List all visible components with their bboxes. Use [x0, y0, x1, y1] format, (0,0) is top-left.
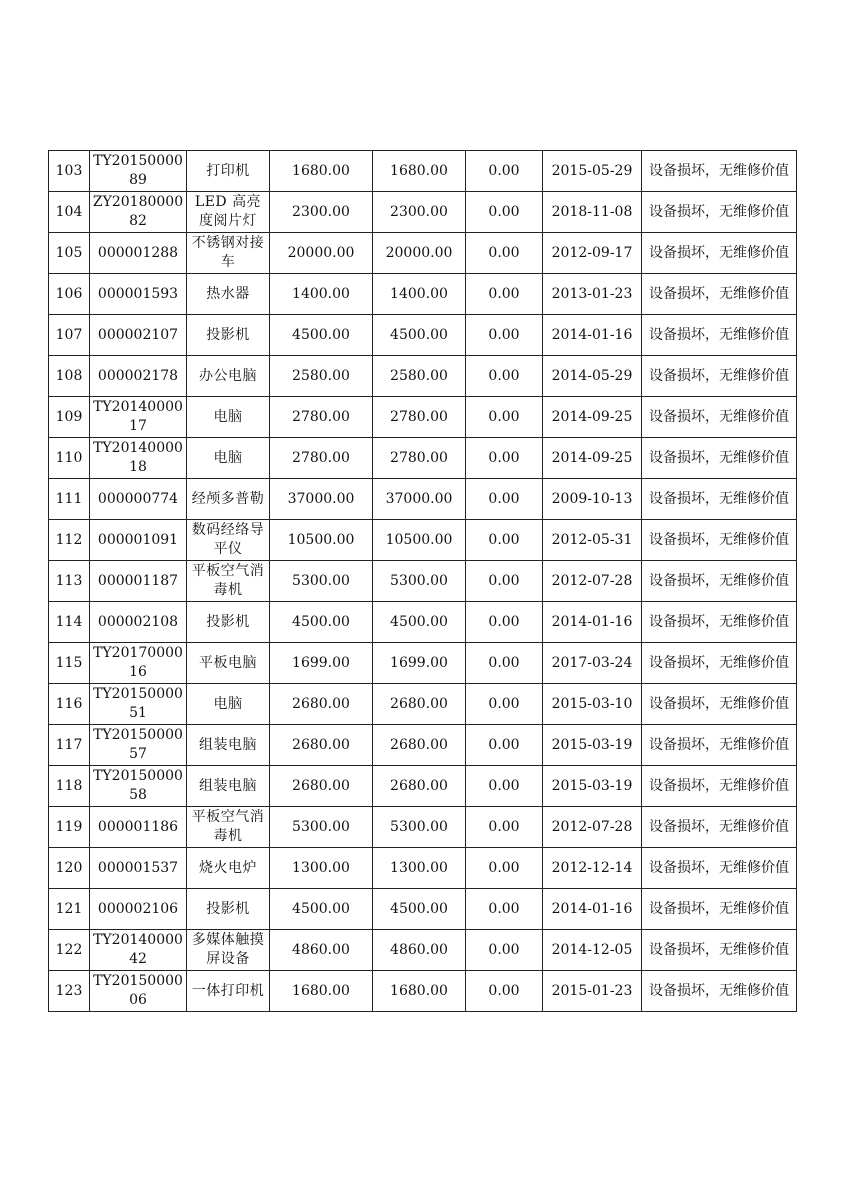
asset-code-cell: 000002106 — [90, 889, 187, 930]
book-value-cell: 10500.00 — [373, 520, 466, 561]
net-value-cell: 0.00 — [466, 274, 543, 315]
table-row — [49, 274, 797, 315]
table-row — [49, 807, 797, 848]
asset-name-cell: 平板空气消毒机 — [187, 561, 270, 602]
acquisition-date-cell: 2015-01-23 — [543, 971, 642, 1012]
acquisition-date-cell: 2012-05-31 — [543, 520, 642, 561]
book-value-cell: 5300.00 — [373, 561, 466, 602]
row-number-cell: 103 — [49, 151, 90, 192]
disposal-reason-cell: 设备损坏，无维修价值 — [642, 684, 797, 725]
book-value-cell: 37000.00 — [373, 479, 466, 520]
row-number-cell: 122 — [49, 930, 90, 971]
book-value-cell: 1400.00 — [373, 274, 466, 315]
net-value-cell: 0.00 — [466, 151, 543, 192]
original-value-cell: 1400.00 — [270, 274, 373, 315]
net-value-cell: 0.00 — [466, 315, 543, 356]
asset-name-cell: 投影机 — [187, 602, 270, 643]
acquisition-date-cell: 2014-12-05 — [543, 930, 642, 971]
row-number-cell: 119 — [49, 807, 90, 848]
asset-name-cell: 经颅多普勒 — [187, 479, 270, 520]
table-row — [49, 520, 797, 561]
net-value-cell: 0.00 — [466, 520, 543, 561]
original-value-cell: 1300.00 — [270, 848, 373, 889]
table-row — [49, 397, 797, 438]
acquisition-date-cell: 2012-07-28 — [543, 807, 642, 848]
asset-code-cell: ZY2018000082 — [90, 192, 187, 233]
row-number-cell: 112 — [49, 520, 90, 561]
original-value-cell: 1680.00 — [270, 971, 373, 1012]
book-value-cell: 5300.00 — [373, 807, 466, 848]
table-row — [49, 315, 797, 356]
book-value-cell: 1300.00 — [373, 848, 466, 889]
net-value-cell: 0.00 — [466, 725, 543, 766]
asset-name-cell: 一体打印机 — [187, 971, 270, 1012]
row-number-cell: 111 — [49, 479, 90, 520]
disposal-reason-cell: 设备损坏，无维修价值 — [642, 151, 797, 192]
acquisition-date-cell: 2017-03-24 — [543, 643, 642, 684]
row-number-cell: 104 — [49, 192, 90, 233]
disposal-reason-cell: 设备损坏，无维修价值 — [642, 971, 797, 1012]
table-row — [49, 725, 797, 766]
asset-name-cell: 不锈钢对接车 — [187, 233, 270, 274]
book-value-cell: 2300.00 — [373, 192, 466, 233]
disposal-reason-cell: 设备损坏，无维修价值 — [642, 397, 797, 438]
asset-name-cell: 电脑 — [187, 684, 270, 725]
disposal-reason-cell: 设备损坏，无维修价值 — [642, 930, 797, 971]
table-row — [49, 233, 797, 274]
net-value-cell: 0.00 — [466, 848, 543, 889]
original-value-cell: 4500.00 — [270, 315, 373, 356]
table-row — [49, 561, 797, 602]
row-number-cell: 107 — [49, 315, 90, 356]
asset-code-cell: 000002107 — [90, 315, 187, 356]
asset-code-cell: 000001187 — [90, 561, 187, 602]
asset-code-cell: TY2014000018 — [90, 438, 187, 479]
acquisition-date-cell: 2012-09-17 — [543, 233, 642, 274]
acquisition-date-cell: 2015-05-29 — [543, 151, 642, 192]
row-number-cell: 108 — [49, 356, 90, 397]
book-value-cell: 4860.00 — [373, 930, 466, 971]
book-value-cell: 4500.00 — [373, 889, 466, 930]
acquisition-date-cell: 2013-01-23 — [543, 274, 642, 315]
original-value-cell: 2780.00 — [270, 397, 373, 438]
asset-name-cell: 热水器 — [187, 274, 270, 315]
original-value-cell: 2680.00 — [270, 725, 373, 766]
asset-code-cell: TY2015000006 — [90, 971, 187, 1012]
row-number-cell: 120 — [49, 848, 90, 889]
disposal-reason-cell: 设备损坏，无维修价值 — [642, 848, 797, 889]
acquisition-date-cell: 2015-03-19 — [543, 725, 642, 766]
acquisition-date-cell: 2009-10-13 — [543, 479, 642, 520]
asset-name-cell: 平板电脑 — [187, 643, 270, 684]
net-value-cell: 0.00 — [466, 356, 543, 397]
table-row — [49, 766, 797, 807]
asset-name-cell: 投影机 — [187, 315, 270, 356]
table-row — [49, 151, 797, 192]
row-number-cell: 110 — [49, 438, 90, 479]
disposal-reason-cell: 设备损坏，无维修价值 — [642, 643, 797, 684]
table-row — [49, 356, 797, 397]
acquisition-date-cell: 2014-01-16 — [543, 889, 642, 930]
table-row — [49, 479, 797, 520]
net-value-cell: 0.00 — [466, 479, 543, 520]
asset-name-cell: 打印机 — [187, 151, 270, 192]
book-value-cell: 2680.00 — [373, 766, 466, 807]
net-value-cell: 0.00 — [466, 930, 543, 971]
net-value-cell: 0.00 — [466, 438, 543, 479]
row-number-cell: 105 — [49, 233, 90, 274]
asset-code-cell: 000001537 — [90, 848, 187, 889]
acquisition-date-cell: 2015-03-19 — [543, 766, 642, 807]
asset-name-cell: 投影机 — [187, 889, 270, 930]
asset-code-cell: TY2015000058 — [90, 766, 187, 807]
net-value-cell: 0.00 — [466, 889, 543, 930]
net-value-cell: 0.00 — [466, 807, 543, 848]
net-value-cell: 0.00 — [466, 397, 543, 438]
asset-name-cell: 组装电脑 — [187, 725, 270, 766]
acquisition-date-cell: 2014-09-25 — [543, 438, 642, 479]
asset-code-cell: TY2014000042 — [90, 930, 187, 971]
asset-code-cell: TY2015000051 — [90, 684, 187, 725]
disposal-reason-cell: 设备损坏，无维修价值 — [642, 602, 797, 643]
original-value-cell: 20000.00 — [270, 233, 373, 274]
book-value-cell: 1680.00 — [373, 971, 466, 1012]
asset-disposal-table — [48, 150, 797, 1012]
original-value-cell: 2780.00 — [270, 438, 373, 479]
original-value-cell: 4500.00 — [270, 889, 373, 930]
net-value-cell: 0.00 — [466, 602, 543, 643]
table-row — [49, 192, 797, 233]
row-number-cell: 121 — [49, 889, 90, 930]
acquisition-date-cell: 2012-12-14 — [543, 848, 642, 889]
asset-name-cell: 组装电脑 — [187, 766, 270, 807]
asset-code-cell: TY2014000017 — [90, 397, 187, 438]
net-value-cell: 0.00 — [466, 971, 543, 1012]
disposal-reason-cell: 设备损坏，无维修价值 — [642, 233, 797, 274]
asset-code-cell: TY2017000016 — [90, 643, 187, 684]
original-value-cell: 5300.00 — [270, 807, 373, 848]
row-number-cell: 117 — [49, 725, 90, 766]
row-number-cell: 114 — [49, 602, 90, 643]
disposal-reason-cell: 设备损坏，无维修价值 — [642, 438, 797, 479]
disposal-reason-cell: 设备损坏，无维修价值 — [642, 315, 797, 356]
book-value-cell: 2680.00 — [373, 725, 466, 766]
disposal-reason-cell: 设备损坏，无维修价值 — [642, 479, 797, 520]
asset-code-cell: 000000774 — [90, 479, 187, 520]
book-value-cell: 20000.00 — [373, 233, 466, 274]
disposal-reason-cell: 设备损坏，无维修价值 — [642, 561, 797, 602]
table-row — [49, 971, 797, 1012]
row-number-cell: 118 — [49, 766, 90, 807]
row-number-cell: 123 — [49, 971, 90, 1012]
asset-name-cell: 多媒体触摸屏设备 — [187, 930, 270, 971]
book-value-cell: 2780.00 — [373, 397, 466, 438]
original-value-cell: 10500.00 — [270, 520, 373, 561]
disposal-reason-cell: 设备损坏，无维修价值 — [642, 889, 797, 930]
book-value-cell: 4500.00 — [373, 315, 466, 356]
net-value-cell: 0.00 — [466, 684, 543, 725]
asset-table-body — [49, 151, 797, 1012]
asset-code-cell: 000001593 — [90, 274, 187, 315]
acquisition-date-cell: 2012-07-28 — [543, 561, 642, 602]
net-value-cell: 0.00 — [466, 766, 543, 807]
original-value-cell: 2680.00 — [270, 766, 373, 807]
asset-code-cell: 000001186 — [90, 807, 187, 848]
table-row — [49, 848, 797, 889]
book-value-cell: 4500.00 — [373, 602, 466, 643]
row-number-cell: 113 — [49, 561, 90, 602]
book-value-cell: 2780.00 — [373, 438, 466, 479]
book-value-cell: 2580.00 — [373, 356, 466, 397]
original-value-cell: 4500.00 — [270, 602, 373, 643]
asset-code-cell: 000001288 — [90, 233, 187, 274]
row-number-cell: 115 — [49, 643, 90, 684]
original-value-cell: 5300.00 — [270, 561, 373, 602]
table-row — [49, 438, 797, 479]
asset-name-cell: 平板空气消毒机 — [187, 807, 270, 848]
row-number-cell: 109 — [49, 397, 90, 438]
acquisition-date-cell: 2014-05-29 — [543, 356, 642, 397]
asset-code-cell: TY2015000089 — [90, 151, 187, 192]
asset-name-cell: 烧火电炉 — [187, 848, 270, 889]
original-value-cell: 2300.00 — [270, 192, 373, 233]
book-value-cell: 1680.00 — [373, 151, 466, 192]
table-row — [49, 643, 797, 684]
disposal-reason-cell: 设备损坏，无维修价值 — [642, 356, 797, 397]
asset-code-cell: TY2015000057 — [90, 725, 187, 766]
disposal-reason-cell: 设备损坏，无维修价值 — [642, 274, 797, 315]
disposal-reason-cell: 设备损坏，无维修价值 — [642, 766, 797, 807]
net-value-cell: 0.00 — [466, 643, 543, 684]
table-row — [49, 889, 797, 930]
original-value-cell: 4860.00 — [270, 930, 373, 971]
acquisition-date-cell: 2015-03-10 — [543, 684, 642, 725]
original-value-cell: 1680.00 — [270, 151, 373, 192]
disposal-reason-cell: 设备损坏，无维修价值 — [642, 192, 797, 233]
disposal-reason-cell: 设备损坏，无维修价值 — [642, 520, 797, 561]
original-value-cell: 37000.00 — [270, 479, 373, 520]
net-value-cell: 0.00 — [466, 192, 543, 233]
acquisition-date-cell: 2014-01-16 — [543, 602, 642, 643]
asset-name-cell: 电脑 — [187, 397, 270, 438]
net-value-cell: 0.00 — [466, 233, 543, 274]
asset-code-cell: 000002178 — [90, 356, 187, 397]
net-value-cell: 0.00 — [466, 561, 543, 602]
asset-name-cell: LED 高亮度阅片灯 — [187, 192, 270, 233]
asset-code-cell: 000001091 — [90, 520, 187, 561]
original-value-cell: 2580.00 — [270, 356, 373, 397]
table-row — [49, 684, 797, 725]
row-number-cell: 106 — [49, 274, 90, 315]
asset-name-cell: 电脑 — [187, 438, 270, 479]
book-value-cell: 2680.00 — [373, 684, 466, 725]
original-value-cell: 1699.00 — [270, 643, 373, 684]
asset-name-cell: 数码经络导平仪 — [187, 520, 270, 561]
acquisition-date-cell: 2014-01-16 — [543, 315, 642, 356]
acquisition-date-cell: 2018-11-08 — [543, 192, 642, 233]
table-row — [49, 602, 797, 643]
row-number-cell: 116 — [49, 684, 90, 725]
asset-code-cell: 000002108 — [90, 602, 187, 643]
disposal-reason-cell: 设备损坏，无维修价值 — [642, 807, 797, 848]
disposal-reason-cell: 设备损坏，无维修价值 — [642, 725, 797, 766]
asset-name-cell: 办公电脑 — [187, 356, 270, 397]
table-row — [49, 930, 797, 971]
acquisition-date-cell: 2014-09-25 — [543, 397, 642, 438]
original-value-cell: 2680.00 — [270, 684, 373, 725]
book-value-cell: 1699.00 — [373, 643, 466, 684]
